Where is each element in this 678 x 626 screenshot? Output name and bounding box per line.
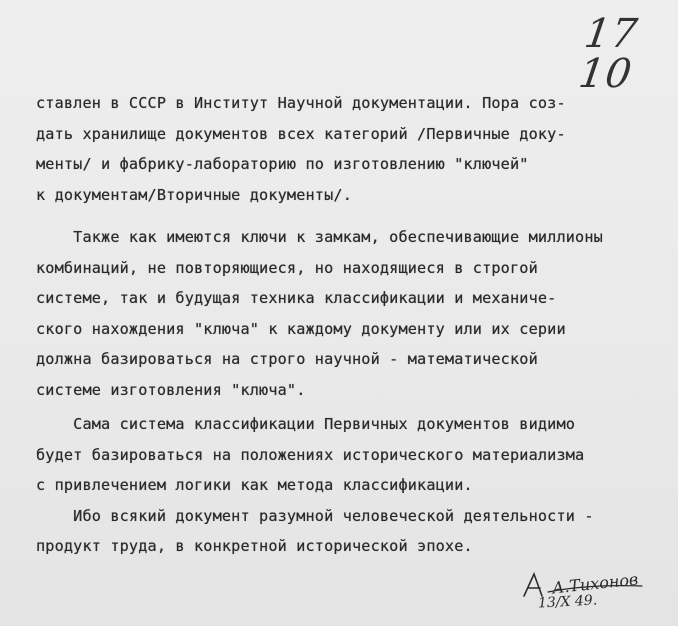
text-line: будет базироваться на положениях исторического материализма — [36, 445, 585, 464]
text-line: комбинаций, не повторяющиеся, но находящиеся в строгой — [36, 258, 538, 277]
page-number: 17 10 — [575, 11, 641, 97]
text-line: системе, так и будущая техника классификации и механиче- — [36, 289, 557, 307]
text-line: продукт труда, в конкретной исторической эпохе. — [36, 537, 473, 555]
text-line: Сама система классификации Первичных документов видимо — [36, 415, 576, 433]
text-line: ского нахождения "ключа" к каждому документу или их серии — [36, 319, 566, 338]
text-line: должна базироваться на строго научной - математической — [36, 350, 538, 368]
signature-date: 13/X 49. — [537, 592, 598, 612]
text-line: к документам/Вторичные документы/. — [36, 185, 352, 204]
text-line: ставлен в СССР в Институт Научной документации. Пора соз- — [36, 94, 566, 112]
document-body — [36, 88, 666, 562]
signature-block — [518, 566, 658, 618]
text-line: Также как имеются ключи к замкам, обеспечивающие миллионы — [36, 228, 603, 246]
text-line: менты/ и фабрику-лабораторию по изготовлению "ключей" — [36, 155, 529, 173]
text-line: Ибо всякий документ разумной человеческой деятельности - — [36, 506, 594, 525]
text-line: дать хранилище документов всех категорий /Первичные доку- — [36, 124, 566, 143]
signature-name: А.Тихонов — [551, 569, 640, 598]
text-line: системе изготовления "ключа". — [36, 380, 306, 399]
text-line: с привлечением логики как метода классификации. — [36, 476, 473, 494]
